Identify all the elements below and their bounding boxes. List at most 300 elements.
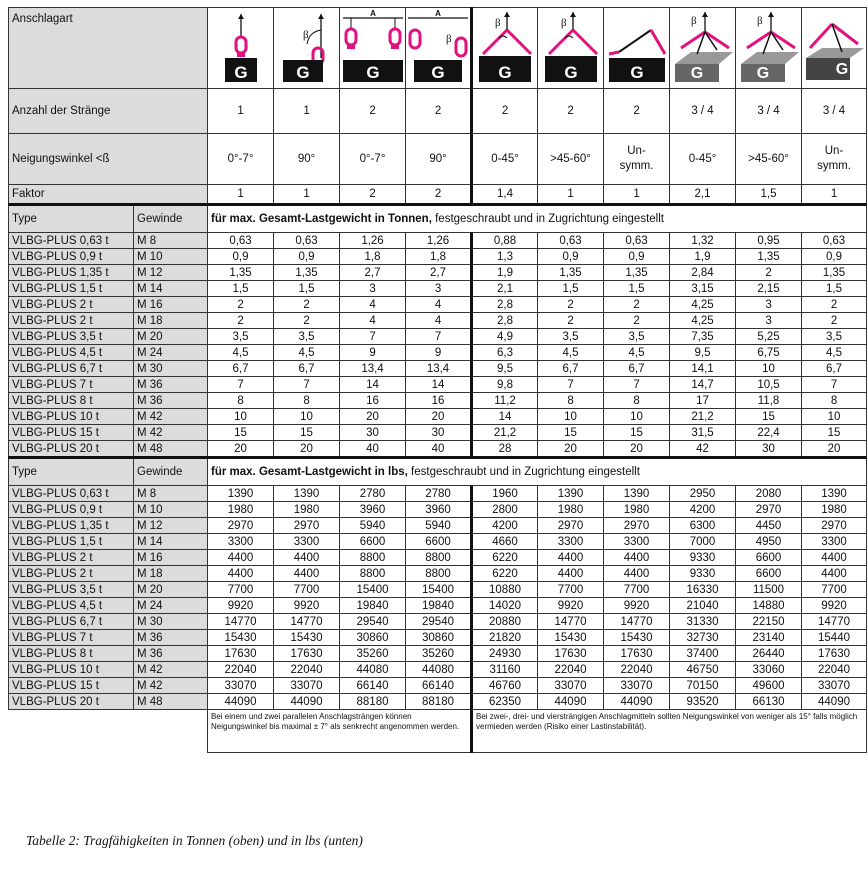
- value-cell: 9330: [670, 566, 736, 582]
- tonnes-type-label: Type: [9, 205, 134, 233]
- value-cell: 13,4: [406, 361, 472, 377]
- value-cell: 0,63: [802, 233, 867, 249]
- table-row: [9, 297, 867, 313]
- sling-pic-5: [472, 8, 538, 89]
- value-cell: 1980: [274, 502, 340, 518]
- value-cell: 44080: [406, 662, 472, 678]
- type-cell: VLBG-PLUS 2 t: [9, 297, 134, 313]
- value-cell: 10: [802, 409, 867, 425]
- value-cell: 3960: [406, 502, 472, 518]
- value-cell: 15: [736, 409, 802, 425]
- tonnes-section: [9, 205, 867, 458]
- value-cell: 30: [406, 425, 472, 441]
- value-cell: 4450: [736, 518, 802, 534]
- type-cell: VLBG-PLUS 8 t: [9, 646, 134, 662]
- value-cell: 22040: [802, 662, 867, 678]
- value-cell: 2970: [802, 518, 867, 534]
- value-cell: 5940: [340, 518, 406, 534]
- value-cell: 9920: [208, 598, 274, 614]
- two-leg-symmetric-icon: [473, 8, 537, 84]
- value-cell: 26440: [736, 646, 802, 662]
- factor-value: 2,1: [670, 185, 736, 205]
- sling-pic-7: [604, 8, 670, 89]
- value-cell: 22150: [736, 614, 802, 630]
- value-cell: 7: [802, 377, 867, 393]
- value-cell: 21,2: [670, 409, 736, 425]
- value-cell: 4: [406, 297, 472, 313]
- table-row: [9, 534, 867, 550]
- value-cell: 14: [472, 409, 538, 425]
- value-cell: 4,5: [208, 345, 274, 361]
- value-cell: 29540: [340, 614, 406, 630]
- thread-cell: M 12: [134, 265, 208, 281]
- value-cell: 1,35: [736, 249, 802, 265]
- value-cell: 8800: [340, 550, 406, 566]
- value-cell: 1,3: [472, 249, 538, 265]
- value-cell: 15430: [604, 630, 670, 646]
- value-cell: 4,5: [604, 345, 670, 361]
- value-cell: 2: [604, 297, 670, 313]
- thread-cell: M 16: [134, 297, 208, 313]
- value-cell: 5940: [406, 518, 472, 534]
- value-cell: 7700: [208, 582, 274, 598]
- value-cell: 23140: [736, 630, 802, 646]
- value-cell: 6600: [406, 534, 472, 550]
- lbs-type-label: Type: [9, 458, 134, 486]
- value-cell: 4400: [208, 566, 274, 582]
- strands-value: 1: [208, 89, 274, 134]
- svg-text:G: G: [835, 61, 849, 78]
- value-cell: 1390: [604, 486, 670, 502]
- value-cell: 0,9: [802, 249, 867, 265]
- value-cell: 1,26: [340, 233, 406, 249]
- single-vertical-icon: [209, 8, 273, 84]
- tonnes-thread-label: Gewinde: [134, 205, 208, 233]
- value-cell: 22040: [208, 662, 274, 678]
- value-cell: 4400: [538, 550, 604, 566]
- thread-cell: M 48: [134, 441, 208, 458]
- sling-pic-3: [340, 8, 406, 89]
- type-cell: VLBG-PLUS 1,5 t: [9, 534, 134, 550]
- strands-value: 1: [274, 89, 340, 134]
- value-cell: 9,5: [472, 361, 538, 377]
- value-cell: 14770: [208, 614, 274, 630]
- value-cell: 6220: [472, 550, 538, 566]
- value-cell: 3: [736, 313, 802, 329]
- value-cell: 7: [604, 377, 670, 393]
- value-cell: 7700: [538, 582, 604, 598]
- factor-value: 1: [208, 185, 274, 205]
- table-row: [9, 598, 867, 614]
- svg-text:G: G: [563, 63, 578, 82]
- value-cell: 4,25: [670, 313, 736, 329]
- value-cell: 22040: [274, 662, 340, 678]
- value-cell: 9920: [802, 598, 867, 614]
- table-row: [9, 582, 867, 598]
- value-cell: 20: [406, 409, 472, 425]
- value-cell: 33060: [736, 662, 802, 678]
- value-cell: 3,5: [604, 329, 670, 345]
- value-cell: 2: [208, 297, 274, 313]
- value-cell: 8: [208, 393, 274, 409]
- value-cell: 2,7: [340, 265, 406, 281]
- value-cell: 0,63: [274, 233, 340, 249]
- type-cell: VLBG-PLUS 2 t: [9, 550, 134, 566]
- type-cell: VLBG-PLUS 7 t: [9, 377, 134, 393]
- value-cell: 1,5: [538, 281, 604, 297]
- table-row: [9, 518, 867, 534]
- note-left: Bei einem und zwei parallelen Anschlagsträngen können Neigungswinkel bis maximal ± 7° als senkrecht angenommen werden.: [208, 710, 472, 753]
- value-cell: 3: [340, 281, 406, 297]
- thread-cell: M 42: [134, 425, 208, 441]
- thread-cell: M 20: [134, 329, 208, 345]
- thread-cell: M 8: [134, 486, 208, 502]
- value-cell: 1390: [274, 486, 340, 502]
- value-cell: 1,8: [406, 249, 472, 265]
- value-cell: 8: [274, 393, 340, 409]
- double-angled-icon: [406, 8, 470, 84]
- factor-value: 1,4: [472, 185, 538, 205]
- value-cell: 11500: [736, 582, 802, 598]
- value-cell: 33070: [802, 678, 867, 694]
- value-cell: 14770: [802, 614, 867, 630]
- svg-text:G: G: [690, 65, 703, 82]
- value-cell: 14,7: [670, 377, 736, 393]
- lbs-thread-label: Gewinde: [134, 458, 208, 486]
- value-cell: 35260: [406, 646, 472, 662]
- type-cell: VLBG-PLUS 0,63 t: [9, 486, 134, 502]
- type-cell: VLBG-PLUS 7 t: [9, 630, 134, 646]
- value-cell: 46750: [670, 662, 736, 678]
- thread-cell: M 24: [134, 598, 208, 614]
- value-cell: 9330: [670, 550, 736, 566]
- tonnes-heading: für max. Gesamt-Lastgewicht in Tonnen, festgeschraubt und in Zugrichtung eingestellt: [208, 205, 867, 233]
- single-angled-icon: [275, 8, 339, 84]
- thread-cell: M 12: [134, 518, 208, 534]
- value-cell: 93520: [670, 694, 736, 710]
- type-cell: VLBG-PLUS 2 t: [9, 313, 134, 329]
- value-cell: 16: [340, 393, 406, 409]
- table-row: [9, 678, 867, 694]
- value-cell: 9920: [274, 598, 340, 614]
- thread-cell: M 42: [134, 678, 208, 694]
- value-cell: 2970: [274, 518, 340, 534]
- strands-value: 3 / 4: [802, 89, 867, 134]
- notes-row: [9, 710, 867, 753]
- lbs-heading: für max. Gesamt-Lastgewicht in lbs, festgeschraubt und in Zugrichtung eingestellt: [208, 458, 867, 486]
- value-cell: 66140: [406, 678, 472, 694]
- value-cell: 10880: [472, 582, 538, 598]
- value-cell: 1,5: [208, 281, 274, 297]
- table-row: [9, 233, 867, 249]
- value-cell: 20880: [472, 614, 538, 630]
- value-cell: 4: [340, 297, 406, 313]
- value-cell: 3300: [208, 534, 274, 550]
- angle-value: 0-45°: [670, 134, 736, 185]
- value-cell: 20: [604, 441, 670, 458]
- value-cell: 3300: [538, 534, 604, 550]
- svg-text:β: β: [446, 33, 452, 45]
- value-cell: 15430: [538, 630, 604, 646]
- factor-value: 2: [340, 185, 406, 205]
- value-cell: 7: [538, 377, 604, 393]
- value-cell: 9: [340, 345, 406, 361]
- value-cell: 66140: [340, 678, 406, 694]
- value-cell: 19840: [340, 598, 406, 614]
- value-cell: 3300: [274, 534, 340, 550]
- value-cell: 9,5: [670, 345, 736, 361]
- angle-value: >45-60°: [736, 134, 802, 185]
- value-cell: 16: [406, 393, 472, 409]
- value-cell: 7700: [274, 582, 340, 598]
- value-cell: 20: [340, 409, 406, 425]
- value-cell: 4,9: [472, 329, 538, 345]
- value-cell: 1,35: [538, 265, 604, 281]
- value-cell: 4,5: [538, 345, 604, 361]
- value-cell: 8: [538, 393, 604, 409]
- value-cell: 4660: [472, 534, 538, 550]
- svg-text:β: β: [690, 15, 697, 27]
- value-cell: 8: [802, 393, 867, 409]
- value-cell: 14020: [472, 598, 538, 614]
- thread-cell: M 42: [134, 662, 208, 678]
- strands-value: 3 / 4: [736, 89, 802, 134]
- value-cell: 17630: [604, 646, 670, 662]
- value-cell: 6,7: [274, 361, 340, 377]
- value-cell: 9920: [538, 598, 604, 614]
- value-cell: 1980: [604, 502, 670, 518]
- two-leg-asymmetric-icon: [605, 8, 669, 84]
- angle-row: [9, 134, 867, 185]
- value-cell: 1,35: [274, 265, 340, 281]
- value-cell: 4: [340, 313, 406, 329]
- svg-text:G: G: [756, 65, 769, 82]
- value-cell: 30860: [340, 630, 406, 646]
- angle-value: 90°: [406, 134, 472, 185]
- double-vertical-icon: [341, 8, 405, 84]
- value-cell: 19840: [406, 598, 472, 614]
- thread-cell: M 18: [134, 566, 208, 582]
- value-cell: 1,5: [802, 281, 867, 297]
- svg-text:G: G: [629, 63, 644, 82]
- value-cell: 7700: [604, 582, 670, 598]
- angle-value: >45-60°: [538, 134, 604, 185]
- thread-cell: M 24: [134, 345, 208, 361]
- value-cell: 66130: [736, 694, 802, 710]
- value-cell: 44090: [538, 694, 604, 710]
- value-cell: 6600: [340, 534, 406, 550]
- value-cell: 70150: [670, 678, 736, 694]
- value-cell: 35260: [340, 646, 406, 662]
- value-cell: 7: [406, 329, 472, 345]
- value-cell: 3300: [802, 534, 867, 550]
- value-cell: 10: [274, 409, 340, 425]
- value-cell: 14880: [736, 598, 802, 614]
- type-cell: VLBG-PLUS 10 t: [9, 409, 134, 425]
- factor-value: 1: [538, 185, 604, 205]
- value-cell: 2: [736, 265, 802, 281]
- value-cell: 1,35: [604, 265, 670, 281]
- table-row: [9, 502, 867, 518]
- value-cell: 2,7: [406, 265, 472, 281]
- value-cell: 9920: [604, 598, 670, 614]
- value-cell: 14770: [604, 614, 670, 630]
- value-cell: 15: [538, 425, 604, 441]
- value-cell: 4,5: [274, 345, 340, 361]
- multi-leg-symmetric-icon: [671, 8, 735, 84]
- value-cell: 2780: [406, 486, 472, 502]
- thread-cell: M 36: [134, 393, 208, 409]
- value-cell: 3: [406, 281, 472, 297]
- value-cell: 46760: [472, 678, 538, 694]
- value-cell: 7: [208, 377, 274, 393]
- note-right: Bei zwei-, drei- und viersträngigen Anschlagmitteln sollten Neigungswinkel von weniger als 15° falls möglich vermieden werden (Risiko einer Lastinstabilität).: [472, 710, 867, 753]
- value-cell: 2: [538, 313, 604, 329]
- value-cell: 3,5: [274, 329, 340, 345]
- angle-value: Un- symm.: [604, 134, 670, 185]
- value-cell: 1,35: [208, 265, 274, 281]
- strands-value: 2: [604, 89, 670, 134]
- thread-cell: M 30: [134, 614, 208, 630]
- value-cell: 2080: [736, 486, 802, 502]
- table-row: [9, 377, 867, 393]
- thread-cell: M 36: [134, 630, 208, 646]
- value-cell: 15400: [340, 582, 406, 598]
- value-cell: 3: [736, 297, 802, 313]
- svg-text:β: β: [756, 15, 763, 27]
- value-cell: 0,9: [208, 249, 274, 265]
- value-cell: 1,26: [406, 233, 472, 249]
- type-cell: VLBG-PLUS 4,5 t: [9, 345, 134, 361]
- factor-value: 1,5: [736, 185, 802, 205]
- value-cell: 20: [208, 441, 274, 458]
- table-row: [9, 313, 867, 329]
- type-cell: VLBG-PLUS 4,5 t: [9, 598, 134, 614]
- angle-value: Un- symm.: [802, 134, 867, 185]
- svg-text:G: G: [498, 63, 512, 82]
- table-row: [9, 265, 867, 281]
- value-cell: 6,7: [538, 361, 604, 377]
- sling-pic-2: [274, 8, 340, 89]
- value-cell: 40: [406, 441, 472, 458]
- value-cell: 0,63: [604, 233, 670, 249]
- value-cell: 30: [340, 425, 406, 441]
- factor-row: [9, 185, 867, 205]
- value-cell: 3,5: [802, 329, 867, 345]
- value-cell: 15: [604, 425, 670, 441]
- value-cell: 4400: [604, 566, 670, 582]
- value-cell: 33070: [274, 678, 340, 694]
- value-cell: 2: [802, 297, 867, 313]
- sling-pic-1: [208, 8, 274, 89]
- value-cell: 28: [472, 441, 538, 458]
- value-cell: 4400: [802, 550, 867, 566]
- value-cell: 3,5: [208, 329, 274, 345]
- value-cell: 14770: [274, 614, 340, 630]
- type-cell: VLBG-PLUS 2 t: [9, 566, 134, 582]
- value-cell: 1,9: [472, 265, 538, 281]
- table-row: [9, 409, 867, 425]
- value-cell: 10: [538, 409, 604, 425]
- multi-leg-steep-icon: [737, 8, 801, 84]
- value-cell: 9,8: [472, 377, 538, 393]
- svg-text:A: A: [435, 9, 441, 18]
- value-cell: 14,1: [670, 361, 736, 377]
- value-cell: 22,4: [736, 425, 802, 441]
- value-cell: 29540: [406, 614, 472, 630]
- value-cell: 7: [340, 329, 406, 345]
- value-cell: 15430: [208, 630, 274, 646]
- value-cell: 4200: [472, 518, 538, 534]
- lbs-heading-row: [9, 458, 867, 486]
- value-cell: 31330: [670, 614, 736, 630]
- value-cell: 17: [670, 393, 736, 409]
- value-cell: 32730: [670, 630, 736, 646]
- svg-text:G: G: [295, 63, 310, 82]
- strands-label: Anzahl der Stränge: [9, 89, 208, 134]
- value-cell: 7700: [802, 582, 867, 598]
- value-cell: 2: [604, 313, 670, 329]
- value-cell: 4400: [802, 566, 867, 582]
- value-cell: 11,8: [736, 393, 802, 409]
- value-cell: 37400: [670, 646, 736, 662]
- value-cell: 14770: [538, 614, 604, 630]
- value-cell: 3300: [604, 534, 670, 550]
- value-cell: 40: [340, 441, 406, 458]
- value-cell: 3960: [340, 502, 406, 518]
- value-cell: 4,25: [670, 297, 736, 313]
- type-cell: VLBG-PLUS 0,9 t: [9, 249, 134, 265]
- type-cell: VLBG-PLUS 0,9 t: [9, 502, 134, 518]
- type-cell: VLBG-PLUS 1,5 t: [9, 281, 134, 297]
- angle-value: 0°-7°: [340, 134, 406, 185]
- value-cell: 10: [208, 409, 274, 425]
- angle-value: 0°-7°: [208, 134, 274, 185]
- table-row: [9, 566, 867, 582]
- table-row: [9, 345, 867, 361]
- type-cell: VLBG-PLUS 10 t: [9, 662, 134, 678]
- value-cell: 4400: [274, 550, 340, 566]
- value-cell: 0,95: [736, 233, 802, 249]
- strands-value: 2: [340, 89, 406, 134]
- value-cell: 88180: [406, 694, 472, 710]
- value-cell: 49600: [736, 678, 802, 694]
- value-cell: 44080: [340, 662, 406, 678]
- value-cell: 16330: [670, 582, 736, 598]
- value-cell: 33070: [538, 678, 604, 694]
- value-cell: 0,9: [274, 249, 340, 265]
- value-cell: 2: [274, 313, 340, 329]
- type-cell: VLBG-PLUS 3,5 t: [9, 582, 134, 598]
- value-cell: 24930: [472, 646, 538, 662]
- strands-value: 3 / 4: [670, 89, 736, 134]
- value-cell: 2,8: [472, 297, 538, 313]
- svg-text:β: β: [302, 29, 309, 41]
- svg-text:G: G: [365, 63, 380, 82]
- value-cell: 1980: [802, 502, 867, 518]
- svg-text:A: A: [369, 9, 376, 18]
- svg-text:β: β: [560, 17, 567, 29]
- value-cell: 5,25: [736, 329, 802, 345]
- value-cell: 4400: [604, 550, 670, 566]
- value-cell: 0,88: [472, 233, 538, 249]
- value-cell: 15: [802, 425, 867, 441]
- value-cell: 4400: [538, 566, 604, 582]
- sling-pic-6: [538, 8, 604, 89]
- value-cell: 44090: [208, 694, 274, 710]
- value-cell: 6,7: [208, 361, 274, 377]
- value-cell: 1,5: [604, 281, 670, 297]
